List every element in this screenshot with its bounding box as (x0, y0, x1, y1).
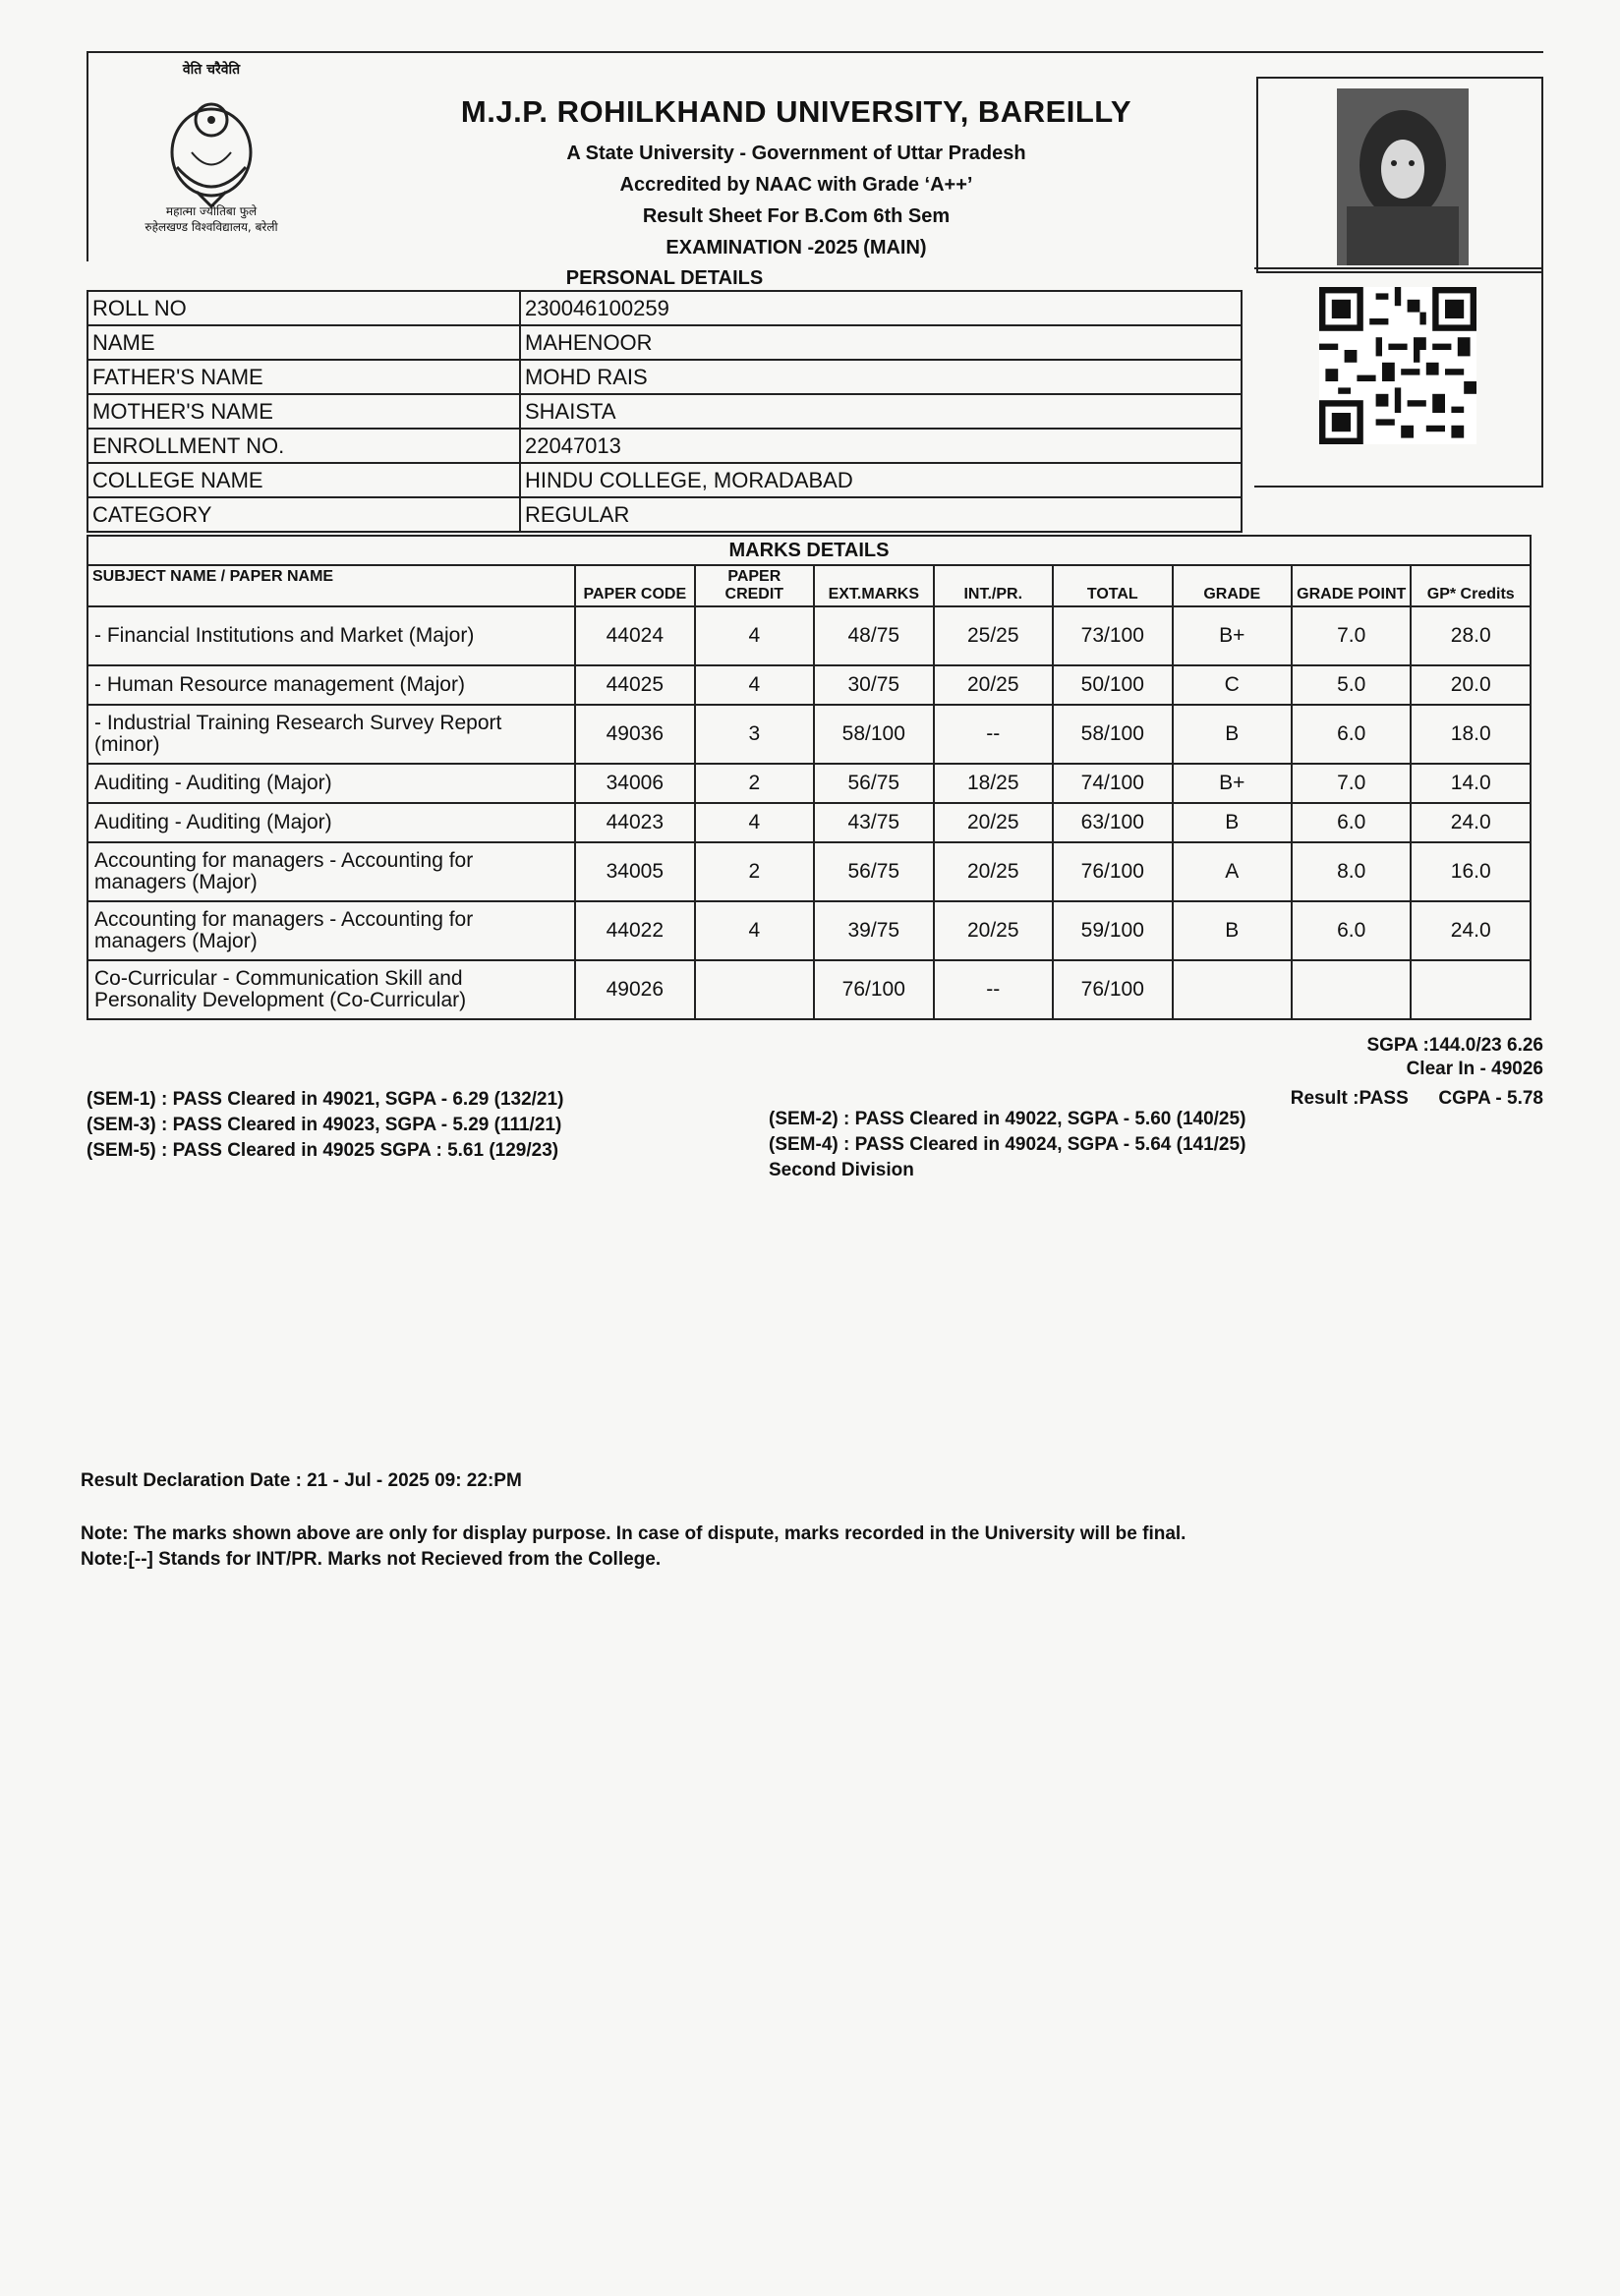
clear-in-value: Clear In - 49026 (1406, 1059, 1543, 1079)
marks-cell-credit: 4 (695, 606, 814, 665)
marks-cell-subject: - Human Resource management (Major) (87, 665, 575, 705)
col-grade: GRADE (1173, 565, 1292, 606)
marks-details-section (87, 535, 1543, 1020)
personal-row (87, 291, 1242, 325)
col-paper-code: PAPER CODE (575, 565, 694, 606)
marks-cell-subject: - Industrial Training Research Survey Report (minor) (87, 705, 575, 764)
notes (81, 1521, 1186, 1573)
marks-cell-credit: 4 (695, 901, 814, 960)
marks-cell-code: 34005 (575, 842, 694, 901)
personal-label: MOTHER'S NAME (87, 394, 520, 429)
student-photo (1337, 88, 1469, 265)
marks-row (87, 803, 1531, 842)
personal-label: NAME (87, 325, 520, 360)
marks-cell-int: -- (934, 705, 1053, 764)
marks-cell-credit (695, 960, 814, 1019)
marks-cell-grade: B (1173, 901, 1292, 960)
marks-cell-int: 20/25 (934, 842, 1053, 901)
marks-row (87, 705, 1531, 764)
marks-cell-code: 44022 (575, 901, 694, 960)
marks-cell-subject: Accounting for managers - Accounting for managers (Major) (87, 901, 575, 960)
sem-2-result: (SEM-2) : PASS Cleared in 49022, SGPA - 5.60 (140/25) (769, 1109, 1246, 1129)
marks-cell-subject: - Financial Institutions and Market (Major) (87, 606, 575, 665)
university-name: M.J.P. ROHILKHAND UNIVERSITY, BAREILLY (460, 94, 1132, 129)
sem-5-result: (SEM-5) : PASS Cleared in 49025 SGPA : 5.61 (129/23) (87, 1140, 559, 1161)
marks-cell-credit: 2 (695, 764, 814, 803)
logo-caption-1: महात्मा ज्योतिबा फुले (165, 204, 258, 218)
marks-cell-int: 20/25 (934, 665, 1053, 705)
marks-table (87, 535, 1532, 1020)
marks-cell-credit: 2 (695, 842, 814, 901)
marks-cell-gp: 6.0 (1292, 901, 1411, 960)
marks-cell-grade: C (1173, 665, 1292, 705)
marks-cell-code: 44025 (575, 665, 694, 705)
marks-cell-ext: 43/75 (814, 803, 933, 842)
marks-cell-gp (1292, 960, 1411, 1019)
semester-results-right (769, 1107, 1245, 1183)
marks-cell-total: 50/100 (1053, 665, 1172, 705)
marks-row (87, 665, 1531, 705)
qr-code-icon (1319, 287, 1476, 444)
marks-cell-gp: 6.0 (1292, 803, 1411, 842)
university-logo (98, 59, 324, 256)
marks-cell-int: 25/25 (934, 606, 1053, 665)
personal-details-table (87, 290, 1243, 533)
personal-label: CATEGORY (87, 497, 520, 532)
marks-cell-gpc: 14.0 (1411, 764, 1531, 803)
header (87, 51, 1543, 261)
personal-details-section (87, 267, 1543, 533)
marks-cell-code: 34006 (575, 764, 694, 803)
marks-cell-gp: 6.0 (1292, 705, 1411, 764)
photo-frame (1256, 77, 1543, 273)
marks-cell-gpc: 24.0 (1411, 803, 1531, 842)
marks-cell-grade: A (1173, 842, 1292, 901)
marks-cell-gpc: 24.0 (1411, 901, 1531, 960)
marks-row (87, 960, 1531, 1019)
col-subject: SUBJECT NAME / PAPER NAME (87, 565, 575, 606)
personal-row (87, 360, 1242, 394)
personal-row (87, 325, 1242, 360)
marks-cell-int: 20/25 (934, 803, 1053, 842)
marks-row (87, 606, 1531, 665)
marks-cell-subject: Co-Curricular - Communication Skill and Personality Development (Co-Curricular) (87, 960, 575, 1019)
result-sheet (87, 51, 1543, 1180)
marks-row (87, 901, 1531, 960)
personal-label: COLLEGE NAME (87, 463, 520, 497)
col-ext-marks: EXT.MARKS (814, 565, 933, 606)
marks-cell-grade (1173, 960, 1292, 1019)
header-line-3: Result Sheet For B.Com 6th Sem (642, 205, 951, 227)
marks-cell-gpc: 28.0 (1411, 606, 1531, 665)
sem-1-result: (SEM-1) : PASS Cleared in 49021, SGPA - 6.29 (132/21) (87, 1089, 564, 1110)
personal-row (87, 429, 1242, 463)
col-total: TOTAL (1053, 565, 1172, 606)
personal-row (87, 497, 1242, 532)
marks-cell-credit: 4 (695, 665, 814, 705)
semester-results-left (87, 1087, 563, 1164)
col-grade-point: GRADE POINT (1292, 565, 1411, 606)
marks-cell-subject: Accounting for managers - Accounting for managers (Major) (87, 842, 575, 901)
marks-cell-credit: 3 (695, 705, 814, 764)
personal-row (87, 463, 1242, 497)
marks-cell-ext: 56/75 (814, 842, 933, 901)
marks-cell-total: 63/100 (1053, 803, 1172, 842)
header-line-1: A State University - Government of Uttar Pradesh (566, 143, 1026, 164)
personal-value: MOHD RAIS (520, 360, 1242, 394)
marks-cell-gp: 7.0 (1292, 764, 1411, 803)
sgpa-summary (1291, 1034, 1543, 1111)
marks-cell-credit: 4 (695, 803, 814, 842)
col-paper-credit: PAPER CREDIT (695, 565, 814, 606)
marks-cell-gpc: 20.0 (1411, 665, 1531, 705)
personal-value: MAHENOOR (520, 325, 1242, 360)
marks-cell-total: 58/100 (1053, 705, 1172, 764)
personal-label: ROLL NO (87, 291, 520, 325)
marks-cell-grade: B (1173, 803, 1292, 842)
qr-frame (1254, 267, 1543, 488)
marks-cell-ext: 56/75 (814, 764, 933, 803)
result-declaration-date: Result Declaration Date : 21 - Jul - 2025 09: 22:PM (81, 1470, 522, 1491)
marks-cell-code: 44024 (575, 606, 694, 665)
personal-details-title: PERSONAL DETAILS (565, 267, 764, 289)
col-int-pr: INT./PR. (934, 565, 1053, 606)
sgpa-value: SGPA :144.0/23 6.26 (1366, 1035, 1543, 1056)
personal-label: FATHER'S NAME (87, 360, 520, 394)
division: Second Division (769, 1160, 914, 1180)
note-display-purpose: Note: The marks shown above are only for display purpose. In case of dispute, marks recorded in the University will be final. (81, 1523, 1186, 1544)
header-titles (305, 94, 1288, 263)
marks-cell-gpc: 18.0 (1411, 705, 1531, 764)
marks-cell-int: 20/25 (934, 901, 1053, 960)
logo-motto: वेति चरैवेति (182, 62, 241, 78)
note-int-pr: Note:[--] Stands for INT/PR. Marks not Recieved from the College. (81, 1549, 662, 1570)
personal-value: HINDU COLLEGE, MORADABAD (520, 463, 1242, 497)
personal-value: SHAISTA (520, 394, 1242, 429)
marks-cell-int: 18/25 (934, 764, 1053, 803)
personal-value: 22047013 (520, 429, 1242, 463)
header-line-2: Accredited by NAAC with Grade ‘A++’ (619, 174, 973, 196)
personal-value: 230046100259 (520, 291, 1242, 325)
marks-cell-code: 49036 (575, 705, 694, 764)
personal-value: REGULAR (520, 497, 1242, 532)
sem-4-result: (SEM-4) : PASS Cleared in 49024, SGPA - 5.64 (141/25) (769, 1134, 1246, 1155)
marks-cell-gp: 5.0 (1292, 665, 1411, 705)
marks-cell-int: -- (934, 960, 1053, 1019)
marks-cell-grade: B (1173, 705, 1292, 764)
marks-cell-code: 49026 (575, 960, 694, 1019)
marks-cell-grade: B+ (1173, 764, 1292, 803)
marks-cell-total: 73/100 (1053, 606, 1172, 665)
marks-details-title: MARKS DETAILS (87, 536, 1531, 565)
col-gp-credits: GP* Credits (1411, 565, 1531, 606)
marks-cell-ext: 48/75 (814, 606, 933, 665)
cgpa-value: CGPA - 5.78 (1438, 1088, 1543, 1109)
marks-cell-total: 74/100 (1053, 764, 1172, 803)
marks-cell-total: 59/100 (1053, 901, 1172, 960)
marks-cell-grade: B+ (1173, 606, 1292, 665)
marks-row (87, 842, 1531, 901)
marks-cell-ext: 30/75 (814, 665, 933, 705)
result-line (1291, 1087, 1543, 1111)
marks-cell-code: 44023 (575, 803, 694, 842)
header-line-4: EXAMINATION -2025 (MAIN) (665, 237, 927, 258)
marks-cell-total: 76/100 (1053, 842, 1172, 901)
marks-cell-ext: 58/100 (814, 705, 933, 764)
marks-cell-ext: 76/100 (814, 960, 933, 1019)
marks-cell-total: 76/100 (1053, 960, 1172, 1019)
marks-row (87, 764, 1531, 803)
marks-cell-gp: 7.0 (1292, 606, 1411, 665)
marks-cell-ext: 39/75 (814, 901, 933, 960)
personal-row (87, 394, 1242, 429)
marks-cell-subject: Auditing - Auditing (Major) (87, 764, 575, 803)
marks-cell-gp: 8.0 (1292, 842, 1411, 901)
marks-cell-subject: Auditing - Auditing (Major) (87, 803, 575, 842)
marks-cell-gpc (1411, 960, 1531, 1019)
result-status: Result :PASS (1290, 1088, 1409, 1109)
marks-cell-gpc: 16.0 (1411, 842, 1531, 901)
sem-3-result: (SEM-3) : PASS Cleared in 49023, SGPA - 5.29 (111/21) (87, 1115, 562, 1135)
logo-caption-2: रुहेलखण्ड विश्वविद्यालय, बरेली (145, 220, 278, 234)
personal-label: ENROLLMENT NO. (87, 429, 520, 463)
